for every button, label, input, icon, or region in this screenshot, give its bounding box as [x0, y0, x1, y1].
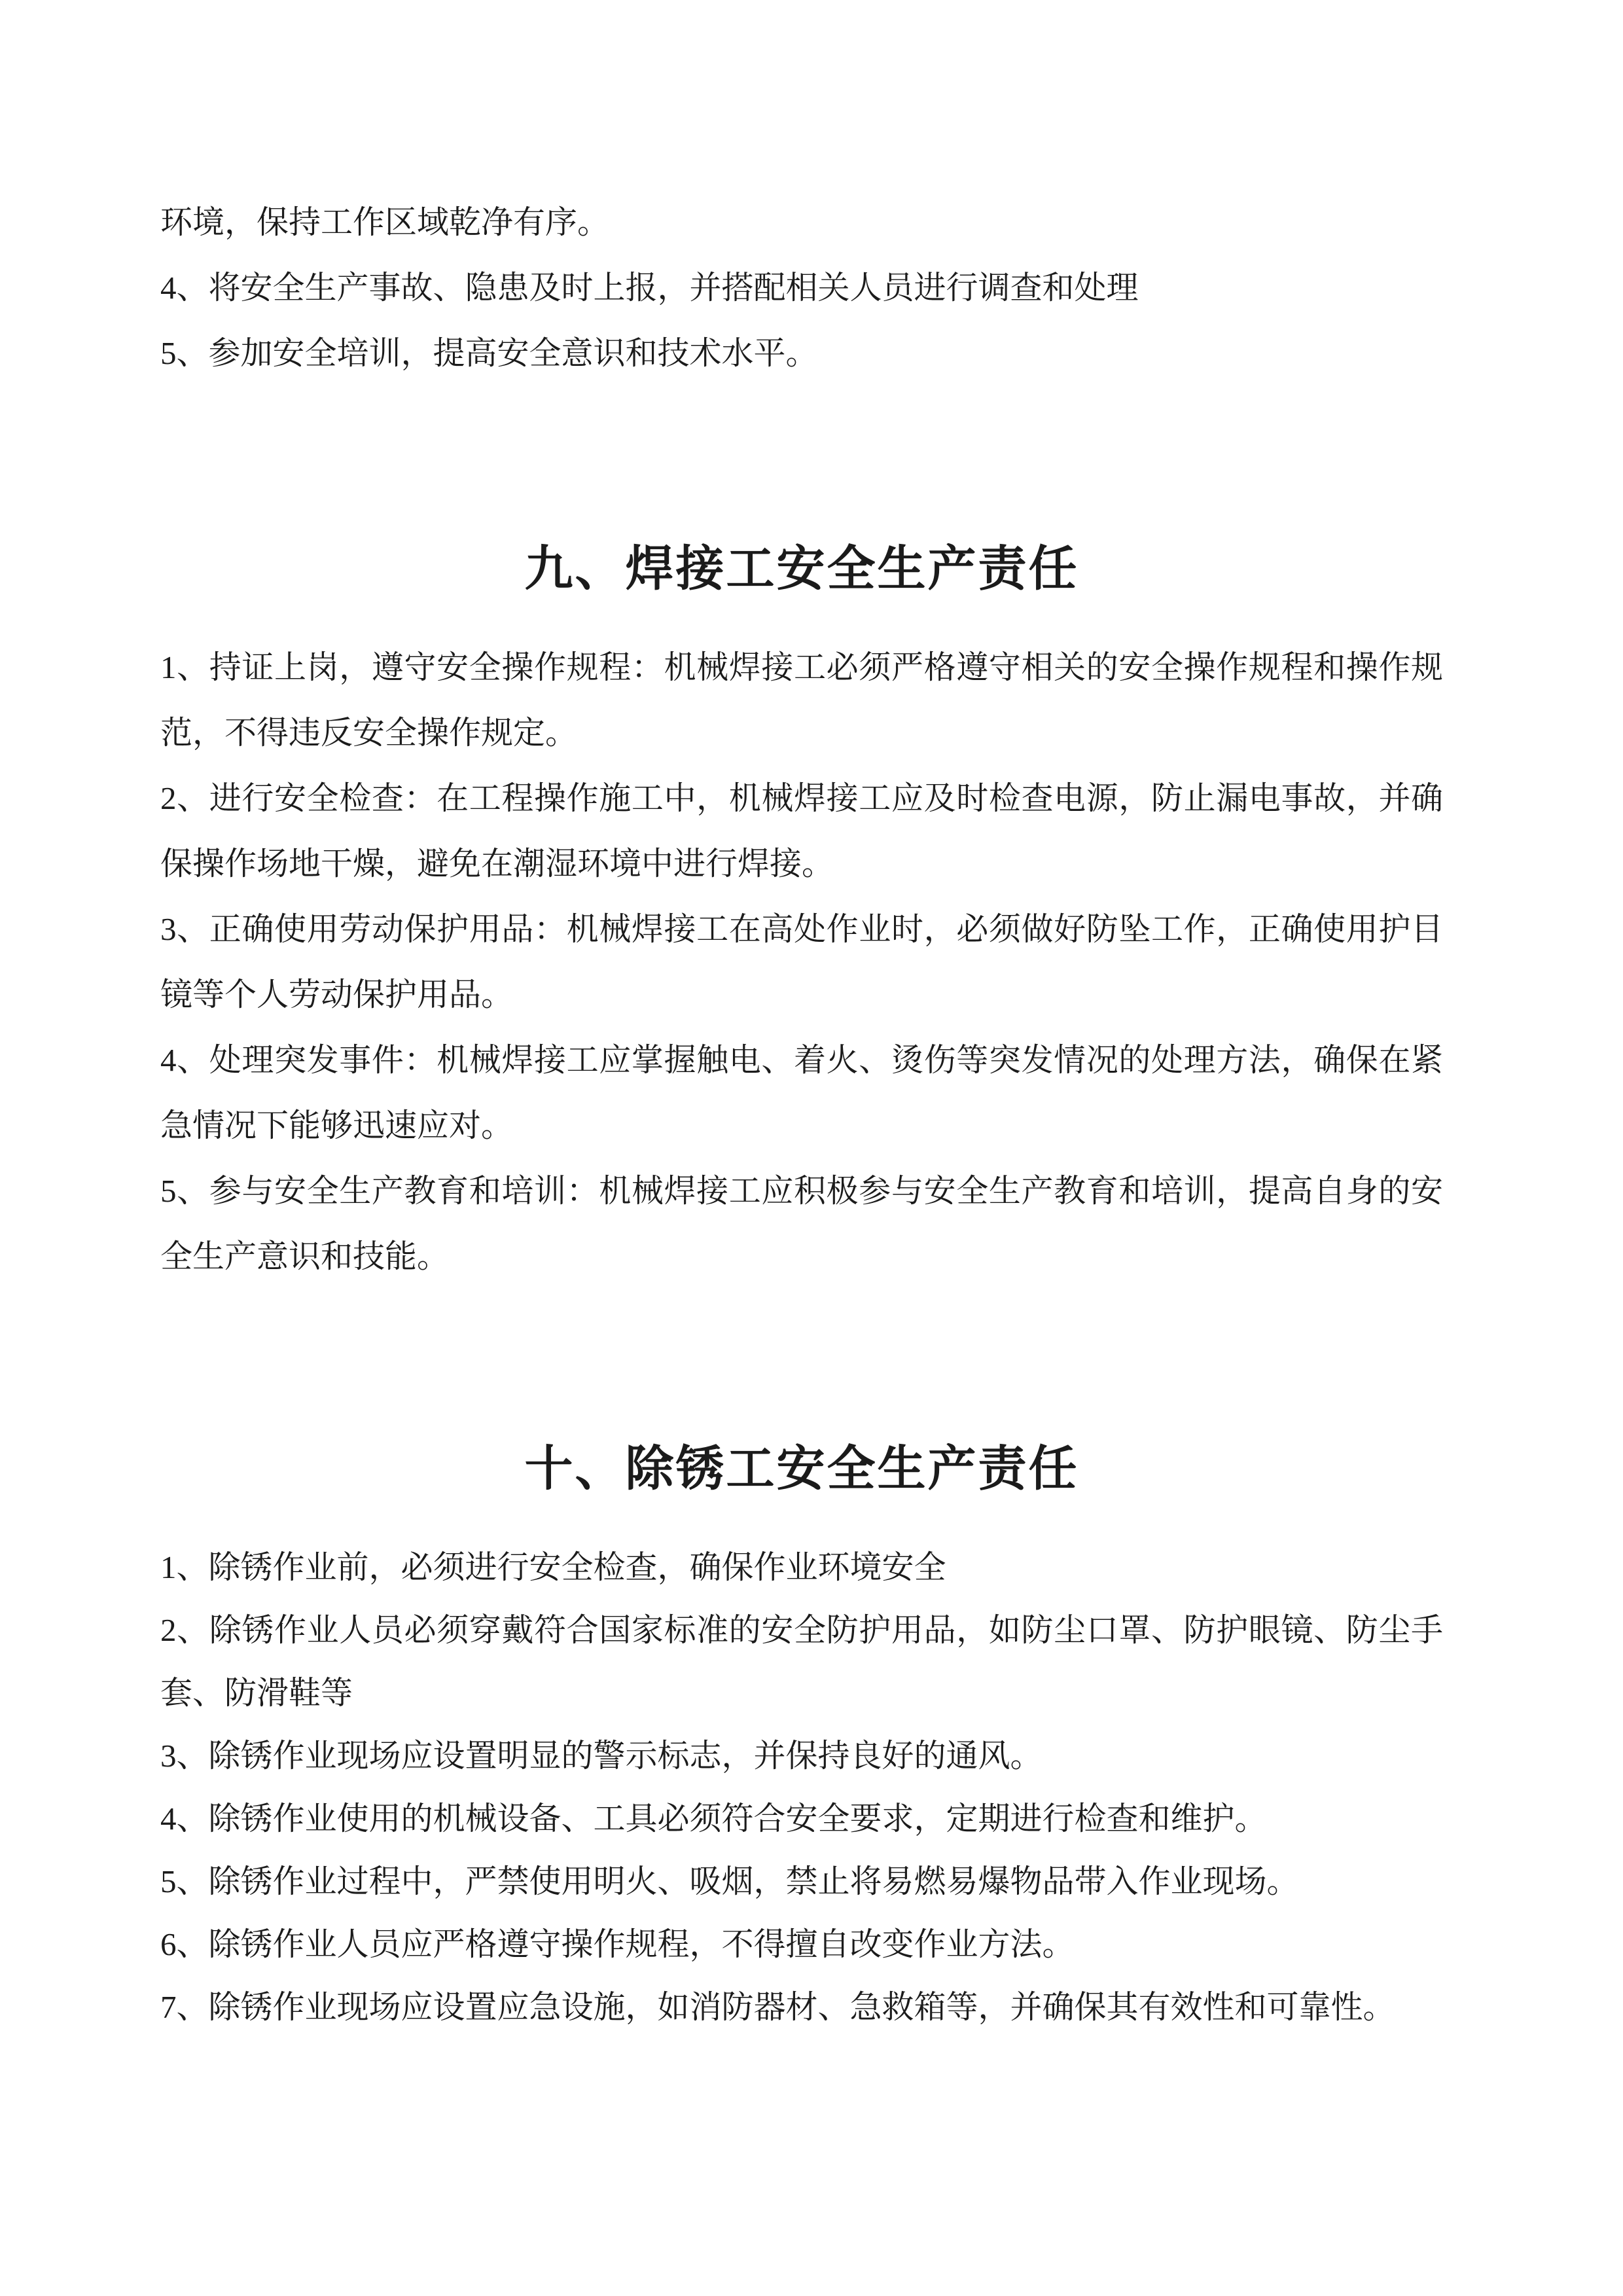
section-10-item: 2、除锈作业人员必须穿戴符合国家标准的安全防护用品，如防尘口罩、防护眼镜、防尘手套、防滑鞋等: [160, 1612, 1443, 1711]
section-9-body: [160, 635, 1443, 1289]
intro-line: 5、参加安全培训，提高安全意识和技术水平。: [160, 335, 818, 371]
section-10-item: 4、除锈作业使用的机械设备、工具必须符合安全要求，定期进行检查和维护。: [160, 1801, 1267, 1837]
section-9-item: 4、处理突发事件：机械焊接工应掌握触电、着火、烫伤等突发情况的处理方法，确保在紧急情况下能够迅速应对。: [160, 1042, 1443, 1143]
intro-line: 环境，保持工作区域乾净有序。: [160, 204, 610, 240]
section-10-item: 6、除锈作业人员应严格遵守操作规程，不得擅自改变作业方法。: [160, 1926, 1075, 1962]
page-content: [160, 0, 1443, 2039]
section-10-item: 1、除锈作业前，必须进行安全检查，确保作业环境安全: [160, 1549, 946, 1585]
section-9-item: 2、进行安全检查：在工程操作施工中，机械焊接工应及时检查电源，防止漏电事故，并确保操作场地干燥，避免在潮湿环境中进行焊接。: [160, 780, 1443, 882]
intro-block: [160, 0, 1443, 386]
section-10-body: [160, 1536, 1443, 2039]
section-10-item: 3、除锈作业现场应设置明显的警示标志，并保持良好的通风。: [160, 1738, 1043, 1774]
section-9-item: 1、持证上岗，遵守安全操作规程：机械焊接工必须严格遵守相关的安全操作规程和操作规范，不得违反安全操作规定。: [160, 649, 1443, 751]
section-9-item: 5、参与安全生产教育和培训：机械焊接工应积极参与安全生产教育和培训，提高自身的安全生产意识和技能。: [160, 1173, 1443, 1274]
section-10-item: 7、除锈作业现场应设置应急设施，如消防器材、急救箱等，并确保其有效性和可靠性。: [160, 1989, 1395, 2025]
section-9-title: 九、焊接工安全生产责任: [524, 543, 1079, 596]
intro-line: 4、将安全生产事故、隐患及时上报，并搭配相关人员进行调查和处理: [160, 270, 1139, 306]
section-10-item: 5、除锈作业过程中，严禁使用明火、吸烟，禁止将易燃易爆物品带入作业现场。: [160, 1863, 1299, 1899]
section-9-item: 3、正确使用劳动保护用品：机械焊接工在高处作业时，必须做好防坠工作，正确使用护目镜等个人劳动保护用品。: [160, 911, 1443, 1013]
section-10-title: 十、除锈工安全生产责任: [524, 1443, 1079, 1496]
